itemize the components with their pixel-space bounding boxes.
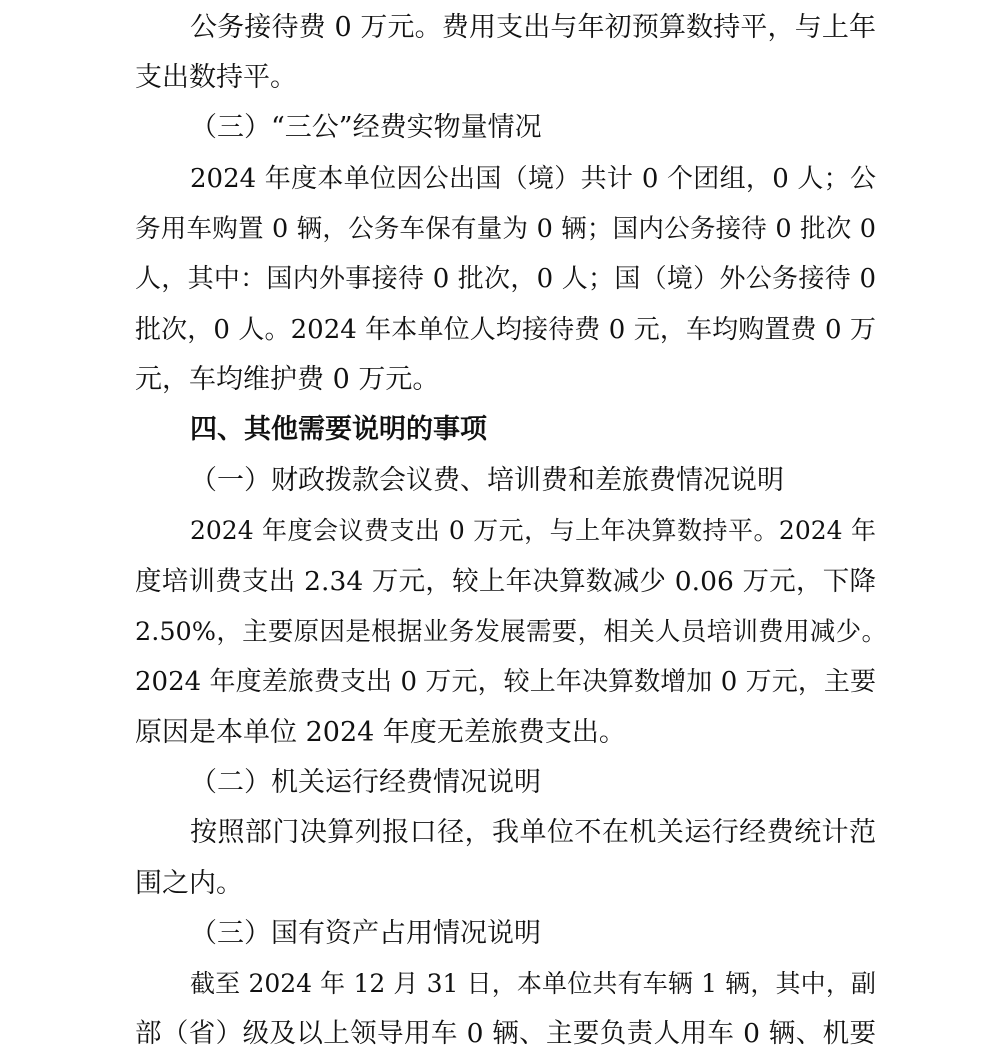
- subsection-heading-meeting-training-travel: （一）财政拨款会议费、培训费和差旅费情况说明: [190, 465, 784, 496]
- paragraph-line: 2.50%，主要原因是根据业务发展需要，相关人员培训费用减少。: [135, 617, 887, 647]
- paragraph-line: 支出数持平。: [135, 62, 297, 93]
- subsection-heading-state-assets: （三）国有资产占用情况说明: [190, 918, 541, 949]
- paragraph-line: 2024 年度会议费支出 0 万元，与上年决算数持平。2024 年: [190, 516, 876, 545]
- subsection-heading-operating-expenses: （二）机关运行经费情况说明: [190, 767, 541, 798]
- paragraph-line: 截至 2024 年 12 月 31 日，本单位共有车辆 1 辆，其中，副: [190, 969, 876, 998]
- paragraph-line: 2024 年度差旅费支出 0 万元，较上年决算数增加 0 万元，主要: [135, 667, 876, 697]
- paragraph-line: 元，车均维护费 0 万元。: [135, 364, 440, 395]
- section-heading-other-matters: 四、其他需要说明的事项: [190, 414, 487, 445]
- paragraph-line: 度培训费支出 2.34 万元，较上年决算数减少 0.06 万元，下降: [135, 566, 876, 597]
- paragraph-line: 2024 年度本单位因公出国（境）共计 0 个团组，0 人；公: [190, 164, 876, 194]
- paragraph-line: 按照部门决算列报口径，我单位不在机关运行经费统计范: [190, 817, 876, 848]
- paragraph-line: 围之内。: [135, 868, 243, 899]
- paragraph-line: 公务接待费 0 万元。费用支出与年初预算数持平，与上年: [190, 12, 876, 43]
- paragraph-line: 务用车购置 0 辆，公务车保有量为 0 辆；国内公务接待 0 批次 0: [135, 214, 876, 244]
- paragraph-line: 部（省）级及以上领导用车 0 辆、主要负责人用车 0 辆、机要: [135, 1018, 876, 1049]
- paragraph-line: 批次，0 人。2024 年本单位人均接待费 0 元，车均购置费 0 万: [135, 315, 876, 345]
- subheading-three-public-expenses: （三）“三公”经费实物量情况: [190, 112, 542, 143]
- paragraph-line: 人，其中：国内外事接待 0 批次，0 人；国（境）外公务接待 0: [135, 264, 876, 294]
- paragraph-line: 原因是本单位 2024 年度无差旅费支出。: [135, 717, 626, 748]
